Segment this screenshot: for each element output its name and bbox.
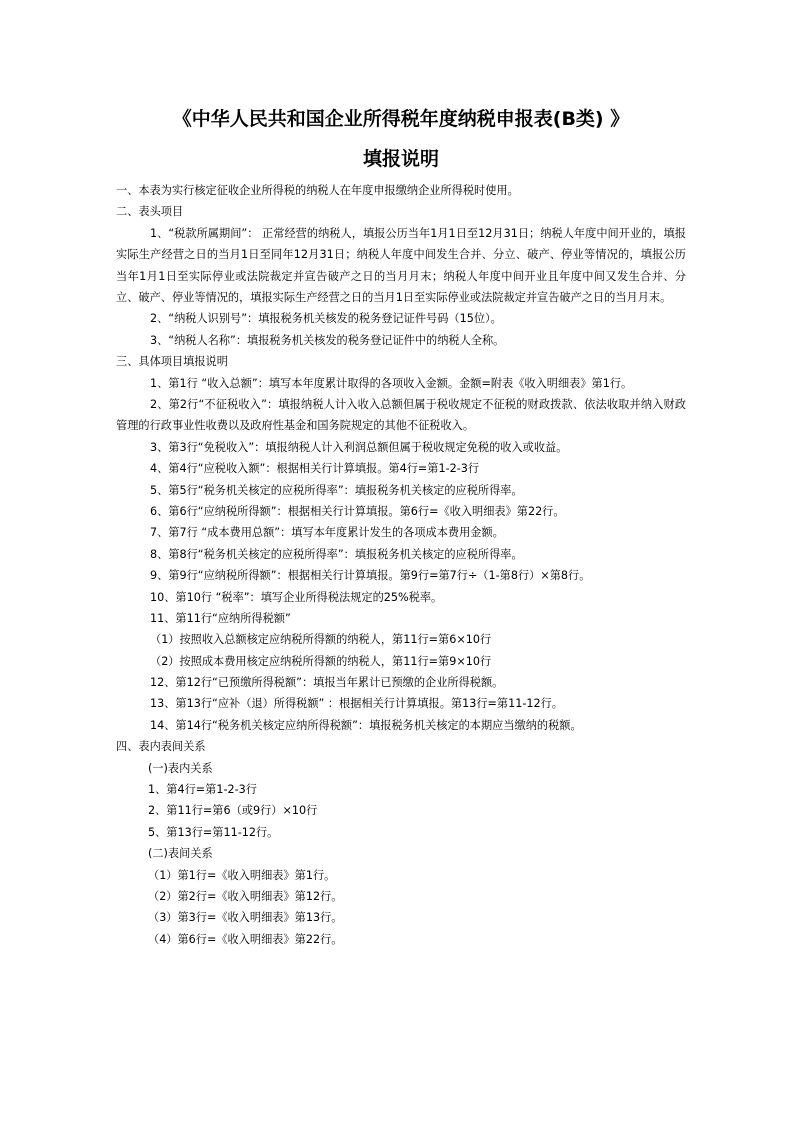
paragraph-line: 14、第14行“税务机关核定应纳所得税额”：填报税务机关核定的本期应当缴纳的税额。	[150, 718, 582, 732]
paragraph-line: (二)表间关系	[148, 847, 213, 861]
paragraph-line: 12、第12行“已预缴所得税额”：填报当年累计已预缴的企业所得税额。	[150, 676, 504, 690]
paragraph-line: 3、“纳税人名称”：填报税务机关核发的税务登记证件中的纳税人全称。	[150, 333, 505, 347]
section-heading: 一、本表为实行核定征收企业所得税的纳税人在年度申报缴纳企业所得税时使用。	[116, 184, 519, 197]
paragraph-line: （1）第1行=《收入明细表》第1行。	[148, 868, 336, 882]
section-heading: 二、表头项目	[116, 205, 184, 219]
paragraph-line: 13、第13行“应补（退）所得税额” ：根据相关行计算填报。第13行=第11-12行。	[150, 697, 563, 711]
paragraph-line: 3、第3行“免税收入”：填报纳税人计入利润总额但属于税收规定免税的收入或收益。	[150, 440, 568, 454]
paragraph-line: 8、第8行“税务机关核定的应税所得率”：填报税务机关核定的应税所得率。	[150, 547, 523, 561]
paragraph-line: （2）第2行=《收入明细表》第12行。	[148, 889, 343, 903]
paragraph-line: (一)表内关系	[148, 761, 213, 775]
paragraph-line: 5、第5行“税务机关核定的应税所得率”：填报税务机关核定的应税所得率。	[150, 483, 523, 497]
document-body	[116, 180, 686, 950]
section-heading: 四、表内表间关系	[116, 740, 206, 754]
paragraph-line: 4、第4行“应税收入额”：根据相关行计算填报。第4行=第1-2-3行	[150, 462, 480, 476]
paragraph-line: 2、“纳税人识别号”：填报税务机关核发的税务登记证件号码（15位）。	[150, 312, 502, 326]
paragraph-line: （1）按照收入总额核定应纳税所得额的纳税人，第11行=第6×10行	[150, 633, 492, 647]
paragraph-line: 10、第10行 “税率”：填写企业所得税法规定的25%税率。	[150, 590, 443, 604]
paragraph-line: 5、第13行=第11-12行。	[148, 825, 279, 839]
paragraph-line: 6、第6行“应纳税所得额”：根据相关行计算填报。第6行=《收入明细表》第22行。	[150, 504, 565, 518]
document-title: 《中华人民共和国企业所得税年度纳税申报表(B类) 》	[172, 108, 630, 130]
document-subtitle: 填报说明	[362, 148, 439, 170]
paragraph-line: 9、第9行“应纳税所得额”：根据相关行计算填报。第9行=第7行÷（1-第8行）×第8行。	[150, 569, 591, 583]
paragraph-line: （2）按照成本费用核定应纳税所得额的纳税人，第11行=第9×10行	[150, 654, 492, 668]
paragraph-line: 7、第7行 “成本费用总额”：填写本年度累计发生的各项成本费用金额。	[150, 526, 504, 540]
paragraph-line: 2、第11行=第6（或9行）×10行	[148, 804, 318, 818]
paragraph-line: （4）第6行=《收入明细表》第22行。	[148, 932, 343, 946]
paragraph-line: 1、第1行 “收入总额”：填写本年度累计取得的各项收入金额。金额=附表《收入明细表》第1行。	[150, 376, 633, 390]
paragraph-line: （3）第3行=《收入明细表》第13行。	[148, 911, 343, 925]
paragraph-line: 11、第11行“应纳所得税额”	[150, 611, 291, 625]
paragraph-line: 1、第4行=第1-2-3行	[148, 783, 257, 797]
paragraph-line: 2、第2行“不征税收入”：填报纳税人计入收入总额但属于税收规定不征税的财政拨款、依法收取并纳入财政管理的行政事业性收费以及政府性基金和国务院规定的其他不征税收入。	[116, 397, 686, 433]
paragraph-line: 1、“税款所属期间”： 正常经营的纳税人，填报公历当年1月1日至12月31日；纳税人年度中间开业的，填报实际生产经营之日的当月1日至同年12月31日；纳税人年度中间发生合并、分立、破产、停业等情况的，填报公历当年1月1日至实际停业或法院裁定并宣告破产之日的当月月末；纳税人年度中间开业且年度中间又发生合并、分立、破产、停业等情况的，填报实际生产经营之日的当月1日至实际停业或法院裁定并宣告破产之日的当月月末。	[116, 226, 686, 304]
section-heading: 三、具体项目填报说明	[116, 355, 228, 369]
